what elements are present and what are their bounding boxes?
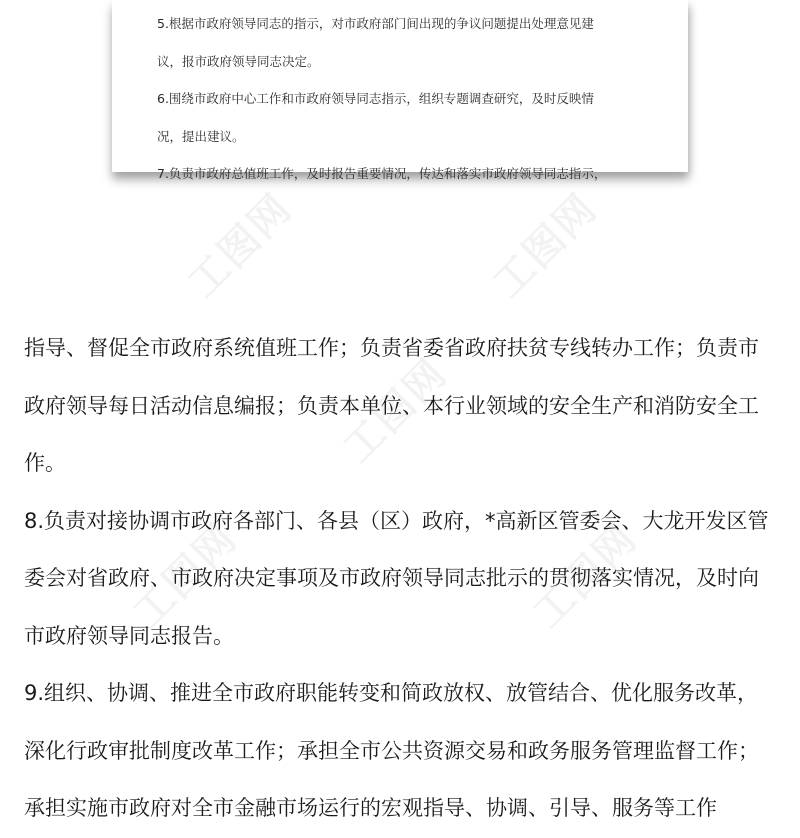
body-text-line: 市政府领导同志报告。: [24, 623, 234, 648]
body-text-line: 深化行政审批制度改革工作；承担全市公共资源交易和政务服务管理监督工作；: [24, 738, 759, 763]
watermark-text: 工图网: [334, 350, 457, 472]
watermark-text: 工图网: [179, 185, 302, 307]
body-text-line: 委会对省政府、市政府决定事项及市政府领导同志批示的贯彻落实情况，及时向: [24, 566, 759, 590]
document-body: [24, 320, 784, 838]
body-text-line: 作。: [24, 451, 66, 475]
body-text-line: 承担实施市政府对全市金融市场运行的宏观指导、协调、引导、服务等工作: [24, 796, 717, 820]
document-card: [112, 0, 688, 181]
body-text-line: 政府领导每日活动信息编报；负责本单位、本行业领域的安全生产和消防安全工: [24, 393, 759, 418]
body-text-line: 8.负责对接协调市政府各部门、各县（区）政府，*高新区管委会、大龙开发区管: [24, 508, 769, 533]
card-text-line: 况，提出建议。: [157, 128, 245, 144]
card-text-line: 议，报市政府领导同志决定。: [157, 53, 320, 69]
card-text-line: 5.根据市政府领导同志的指示，对市政府部门间出现的争议问题提出处理意见建: [157, 16, 594, 31]
watermark-text: 工图网: [524, 515, 647, 637]
watermark-text: 工图网: [124, 515, 247, 637]
body-text-line: 指导、督促全市政府系统值班工作；负责省委省政府扶贫专线转办工作；负责市: [24, 336, 759, 360]
card-text-line: 7.负责市政府总值班工作，及时报告重要情况，传达和落实市政府领导同志指示，: [157, 166, 607, 181]
body-text-line: 9.组织、协调、推进全市政府职能转变和简政放权、放管结合、优化服务改革，: [24, 681, 759, 705]
card-text-line: 6.围绕市政府中心工作和市政府领导同志指示，组织专题调查研究，及时反映情: [157, 91, 594, 106]
watermark-text: 工图网: [484, 185, 607, 307]
